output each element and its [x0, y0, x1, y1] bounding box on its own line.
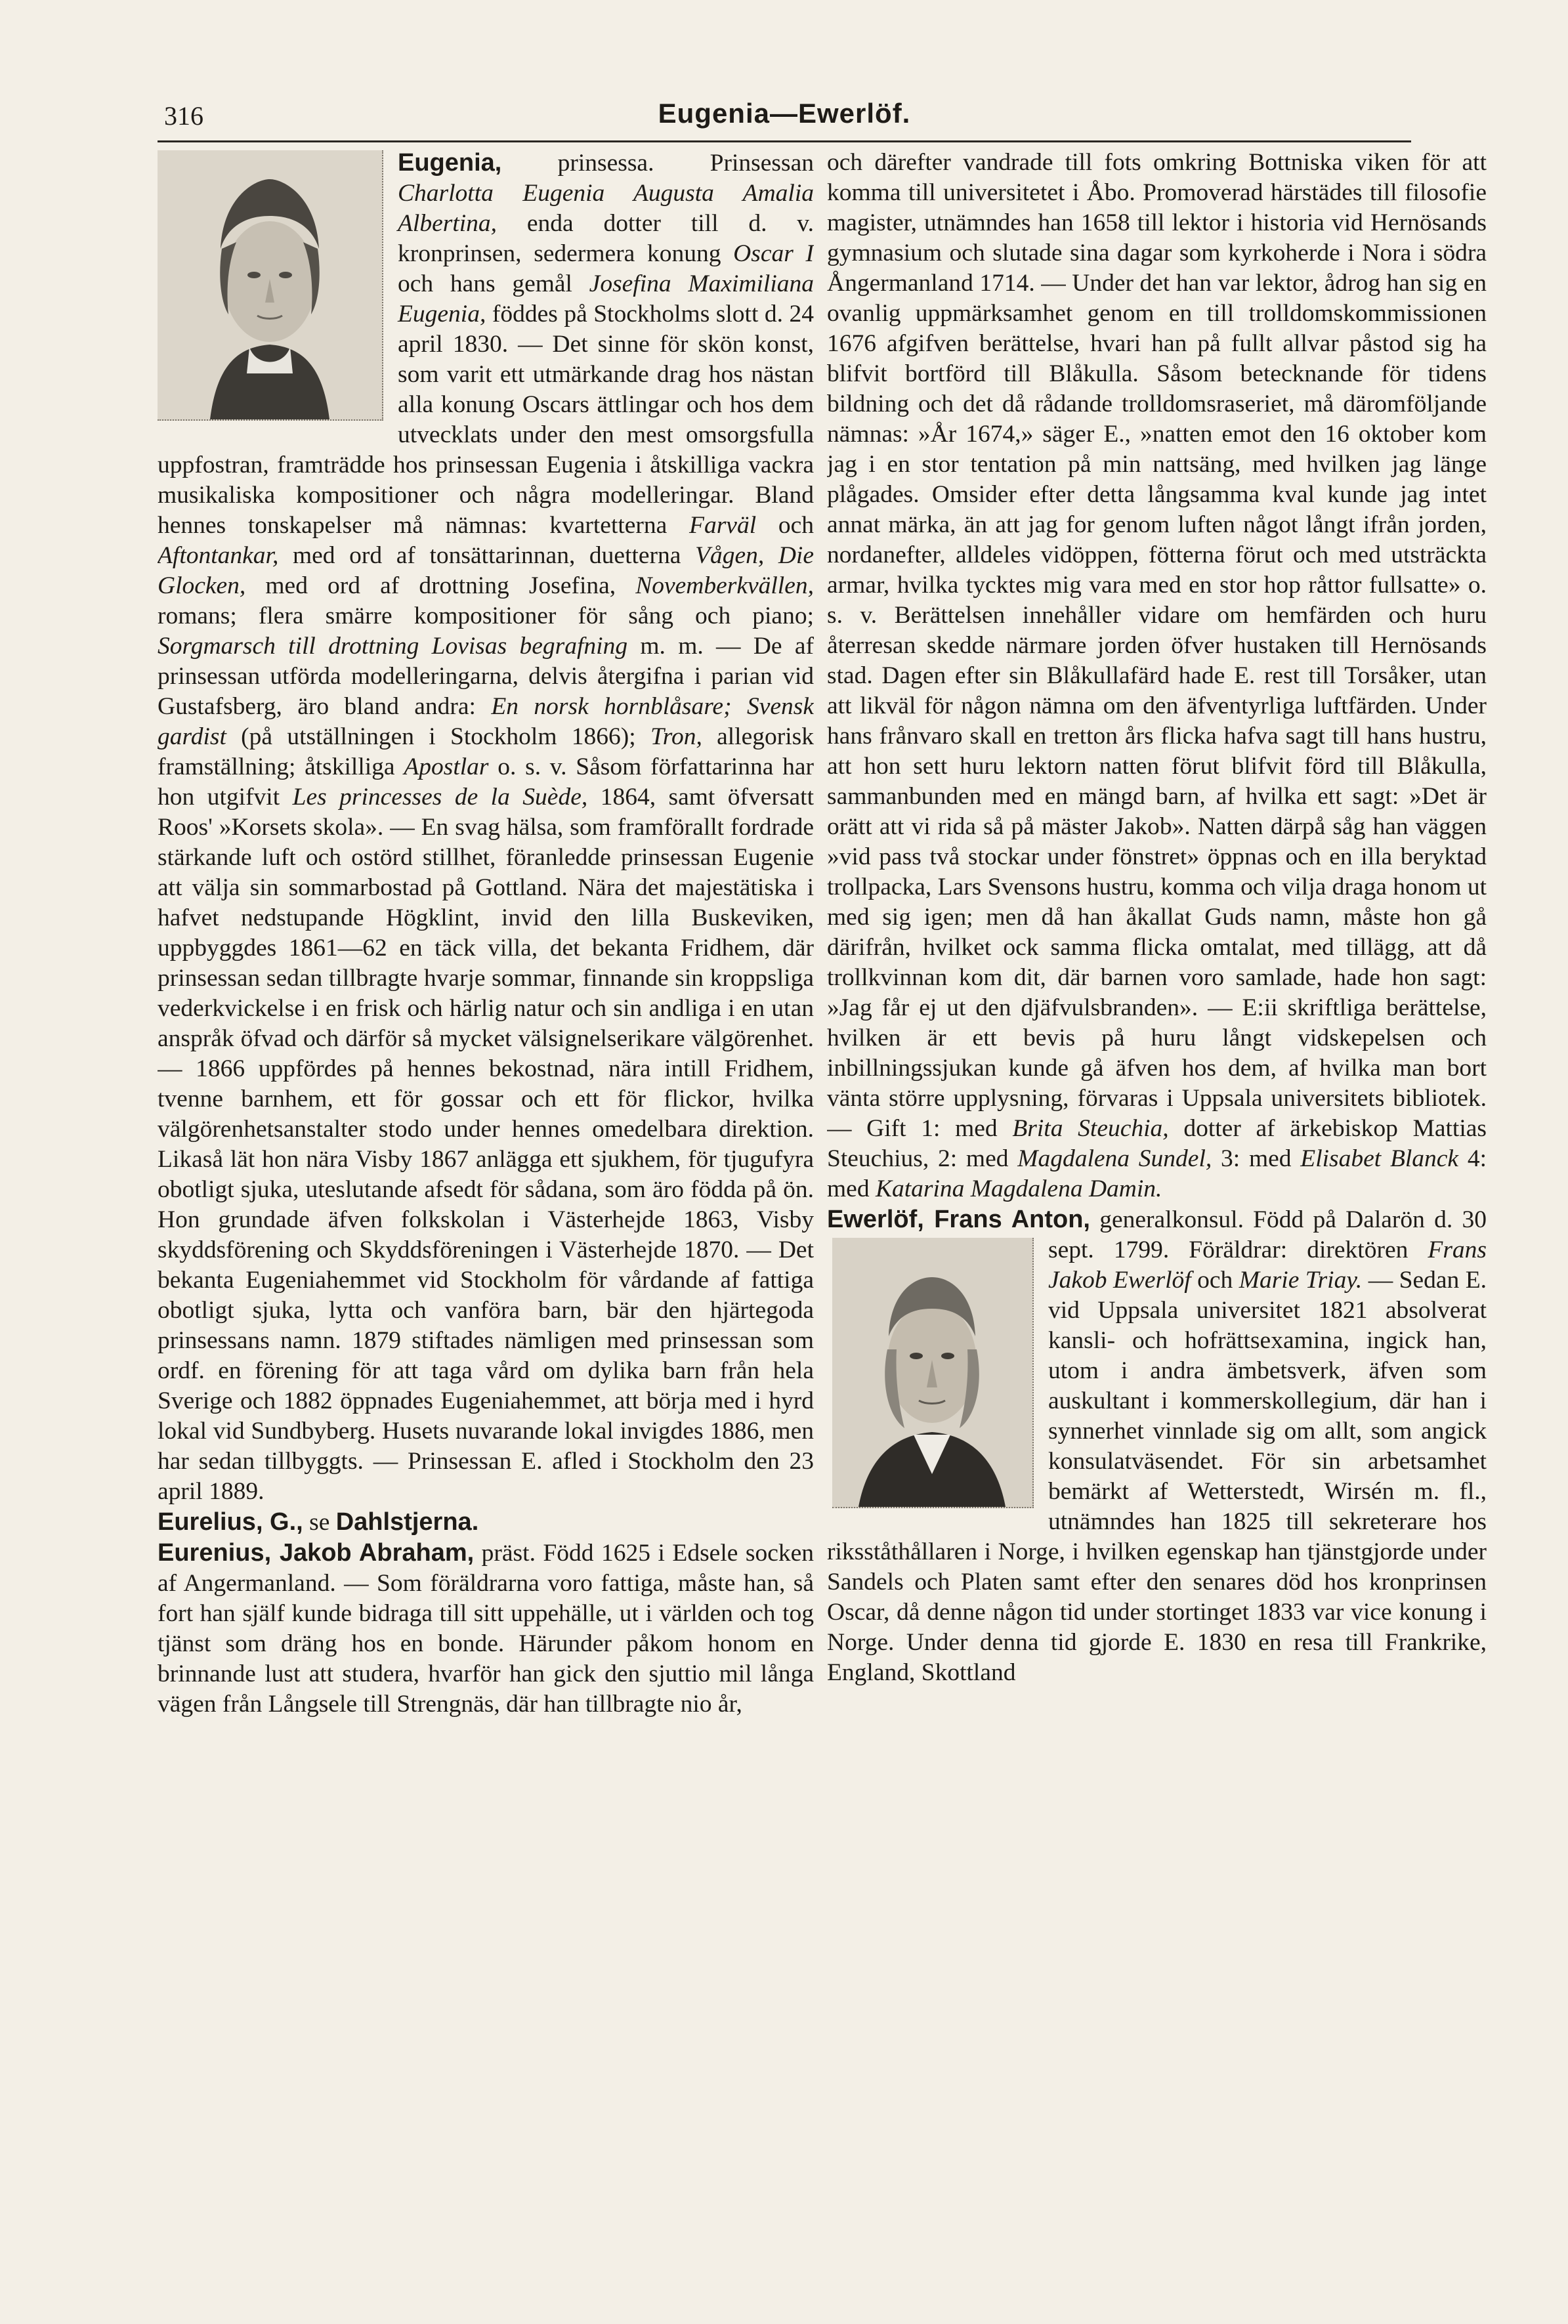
page-number: 316 [164, 101, 203, 131]
eugenia-name-italic: Charlotta Eugenia Augusta Amalia Albertina, [398, 180, 814, 237]
eurenius-spouse-name: Katarina Magdalena Damin. [875, 1175, 1162, 1202]
ewerlof-portrait-image [832, 1238, 1032, 1507]
eugenia-text: romans; flera smärre kompositioner för sång och piano; [158, 602, 814, 629]
eurenius-spouse-name: Magdalena Sundel, [1017, 1145, 1212, 1172]
eugenia-work-title: Farväl [689, 512, 757, 539]
right-column [827, 148, 1487, 2307]
eurelius-cross-reference: Dahlstjerna. [335, 1508, 479, 1536]
eugenia-name-italic: Oscar I [733, 240, 814, 267]
ewerlof-parent-name: Frans Jakob Ewerlöf [1048, 1236, 1487, 1294]
eugenia-text: med ord af drottning Josefina, [245, 572, 636, 599]
eugenia-text: och [756, 512, 814, 539]
ewerlof-text: — Sedan E. vid Uppsala universitet 1821 absolverat kansli- och hofrättsexamina, ingick han, utom i andra ämbetsverk, äfven som auskultant i kommerskollegium, där han i synnerhet vinnlade sig om allt, som angick konsulatväsendet. För sin arbetsamhet bemärkt af Wetterstedt, Wirsén m. fl., utnämndes han 1825 till sekreterare hos riksståthållaren i Norge, i hvilken egenskap han tjänstgjorde under Sandels och Platen samt efter den senares död hos kronprinsen Oscar, då denne någon tid under stortinget 1833 var vice konung i Norge. Under denna tid gjorde E. 1830 en resa till Frankrike, England, Skottland [827, 1267, 1487, 1686]
entry-ewerlof [827, 1204, 1487, 1688]
eurenius-text: 4: med [827, 1145, 1487, 1202]
eugenia-text: enda dotter till d. v. kronprinsen, sedermera konung [398, 210, 814, 267]
eugenia-headword: Eugenia, [398, 149, 502, 177]
entry-eurenius-continued [827, 148, 1487, 1204]
entry-eurenius [158, 1538, 814, 1720]
eugenia-work-title: Aftontankar, [158, 542, 279, 569]
eugenia-work-title: Tron, [650, 723, 702, 750]
eugenia-work-title: En norsk hornblåsare; Svensk gardist [158, 693, 814, 750]
left-column [158, 148, 814, 2307]
eurenius-text: 3: med [1212, 1145, 1301, 1172]
eugenia-text: allegorisk framställning; åtskilliga [158, 723, 814, 780]
eugenia-text: och hans gemål [398, 270, 589, 297]
eugenia-name-italic: Josefina Maximiliana Eugenia, [398, 270, 814, 327]
ewerlof-portrait [832, 1238, 1034, 1508]
ewerlof-headword: Ewerlöf, Frans Anton, [827, 1206, 1090, 1233]
eugenia-text: m. m. — De af prinsessan utförda modelleringarna, delvis återgifna i parian vid Gustafsberg, äro bland andra: [158, 633, 814, 720]
eurenius-spouse-name: Brita Steuchia, [1012, 1115, 1169, 1142]
eugenia-work-title: Les princesses de la Suède, [292, 784, 588, 811]
running-title: Eugenia—Ewerlöf. [658, 98, 911, 129]
eurenius-headword: Eurenius, Jakob Abraham, [158, 1539, 475, 1567]
entry-eurelius [158, 1507, 814, 1538]
eurenius-spouse-name: Elisabet Blanck [1300, 1145, 1459, 1172]
eurelius-headword: Eurelius, G., [158, 1508, 303, 1536]
eugenia-text: föddes på Stockholms slott d. 24 april 1830. — Det sinne för skön konst, som varit ett utmärkande drag hos nästan alla konung Oscars ättlingar och hos dem utvecklats under den mest omsorgsfulla uppfostran, framträdde hos prinsessan Eugenia i åtskilliga vackra musikaliska kompositioner och några modelleringar. Bland hennes tonskapelser må nämnas: kvartetterna [158, 301, 814, 539]
eurenius-text: präst. Född 1625 i Edsele socken af Angermanland. — Som föräldrarna voro fattiga, måste han, så fort han själf kunde bidraga till sitt uppehälle, ut i världen och tog tjänst som dräng hos en bonde. Härunder påkom honom en brinnande lust att studera, hvarför han gick den sjuttio mil långa vägen från Långsele till Strengnäs, där han tillbragte nio år, [158, 1540, 814, 1718]
eugenia-text: (på utställningen i Stockholm 1866); [226, 723, 650, 750]
eugenia-portrait [158, 150, 383, 421]
header-rule [158, 140, 1411, 142]
eugenia-text: med ord af tonsättarinnan, duetterna [278, 542, 696, 569]
ewerlof-parent-name: Marie Triay. [1239, 1267, 1363, 1294]
eugenia-work-title: Apostlar [404, 753, 489, 780]
eurenius-text: dotter af ärkebiskop Mattias Steuchius, 2: med [827, 1115, 1487, 1172]
eugenia-work-title: Sorgmarsch till drottning Lovisas begrafning [158, 633, 628, 660]
eugenia-text: o. s. v. Såsom författarinna har hon utgifvit [158, 753, 814, 811]
eurelius-text: se [303, 1509, 336, 1536]
eugenia-work-title: Novemberkvällen, [635, 572, 814, 599]
ewerlof-text: generalkonsul. Född på Dalarön d. 30 sept. 1799. Föräldrar: direktören [1048, 1206, 1487, 1263]
eurenius-text: och därefter vandrade till fots omkring Bottniska viken för att komma till universitetet i Åbo. Promoverad härstädes till filosofie magister, utnämndes han 1658 till lektor i historia vid Hernösands gymnasium och slutade sina dagar som kyrkoherde i Nora i södra Ångermanland 1714. — Under det han var lektor, ådrog han sig en ovanlig uppmärksamhet genom en till trolldomskommissionen 1676 afgifven berättelse, hvari han på fullt allvar påstod sig ha blifvit bortförd till Blåkulla. Såsom betecknande för tidens bildning och det då rådande trolldomsraseriet, må däromföljande nämnas: »År 1674,» säger E., »natten emot den 16 oktober kom jag i en stor tentation på min nattsäng, med hvilken jag länge plågades. Omsider efter detta långsamma kval kunde jag intet annat märka, än att jag for genom luften något långt ifrån jorden, nordanefter, alldeles vidöppen, fötterna förut och med utsträckta armar, hvilka tycktes mig vara med en stor hop råttor fullsatte» o. s. v. Berättelsen innehåller vidare om hemfärden och huru återresan skedde närmare jorden öfver hustaken till Hernösands stad. Dagen efter sin Blåkullafärd hade E. rest till Torsåker, utan att likväl för någon nämna om den äfventyrliga luftfärden. Under hans frånvaro skall en tretton års flicka hafva sagt till hans hustru, att hon sett huru lektorn natten förut blifvit förd till Blåkulla, sammanbunden med en mängd barn, af hvilka ett sagt: »Det är orätt att vi rida så på mäster Jakob». Natten därpå såg han väggen »vid pass två stockar under fönstret» öppnas och en illa beryktad trollpacka, Lars Svensons hustru, komma och vilja draga honom ut med sig igen; men då han åkallat Guds namn, måste hon gå därifrån, hvilket ock samma flicka omtalat, med tillägg, att då trollkvinnan kom dit, där barnen voro samlade, hade hon sagt: »Jag får ej ut den djäfvulsbranden». — E:ii skriftliga berättelse, hvilken är ett bevis på huru långt vidskepelsen och inbillningssjukan kunde gå äfven hos dem, af hvilka man bort vänta större upplysning, förvaras i Uppsala universitets bibliotek. — Gift 1: med [827, 149, 1487, 1142]
eugenia-text: 1864, samt öfversatt Roos' »Korsets skola». — En svag hälsa, som framförallt fordrade stärkande luft och ostörd stillhet, föranledde prinsessan Eugenie att välja sin sommarbostad på Gottland. Nära det majestätiska i hafvet nedstupande Högklint, invid den lilla Buskeviken, uppbyggdes 1861—62 en täck villa, det bekanta Fridhem, där prinsessan sedan tillbragte hvarje sommar, finnande sin kroppsliga vederkvickelse i en frisk och härlig natur och sin andliga i en utan anspråk öfvad och därför så mycket välsignelserikare välgörenhet. — 1866 uppfördes på hennes bekostnad, nära intill Fridhem, tvenne barnhem, ett för gossar och ett för flickor, hvilka välgörenhetsanstalter stodo under hennes omedelbara direktion. Likaså lät hon nära Visby 1867 anlägga ett sjukhem, för tjugufyra obotligt sjuka, uteslutande afsedt för sådana, som äro födda på ön. Hon grundade äfven folkskolan i Västerhejde 1863, Visby skyddsförening och Skyddsföreningen i Västerhejde 1870. — Det bekanta Eugeniahemmet vid Stockholm för vårdande af fattiga obotligt sjuka, lytta och vanföra barn, bär den hjärtegoda prinsessans namn. 1879 stiftades nämligen med prinsessan som ordf. en förening för att taga vård om dylika barn från hela Sverige och 1882 öppnades Eugeniahemmet, att börja med i hyrd lokal vid Sundbyberg. Husets nuvarande lokal invigdes 1886, men har sedan tillbyggts. — Prinsessan E. afled i Stockholm den 23 april 1889. [158, 784, 814, 1505]
ewerlof-text: och [1191, 1267, 1239, 1294]
eugenia-portrait-image [158, 150, 382, 419]
eugenia-text: prinsessa. Prinsessan [501, 150, 814, 177]
page-header [158, 95, 1411, 141]
eugenia-work-title: Vågen, Die Glocken, [158, 542, 814, 599]
entry-eugenia [158, 148, 814, 1507]
